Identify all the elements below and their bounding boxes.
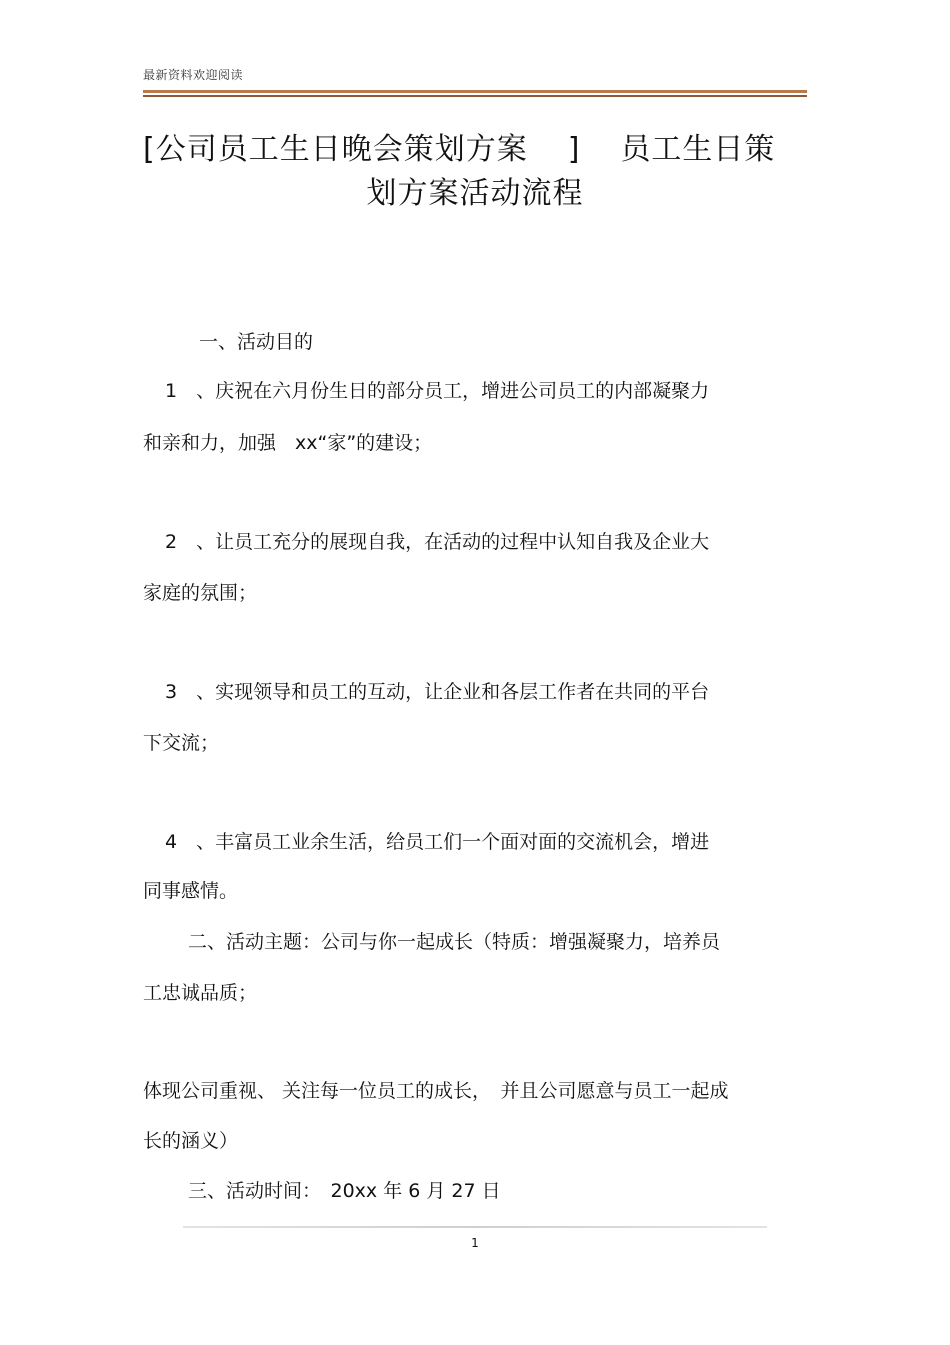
paragraph-4-line-2: 同事感情。 <box>143 880 239 902</box>
paragraph-4-line-1: 4 、丰富员工业余生活，给员工们一个面对面的交流机会，增进 <box>165 831 710 853</box>
footer-rule <box>183 1226 767 1228</box>
page-number: 1 <box>471 1236 479 1250</box>
title-line-1 <box>143 128 807 172</box>
paragraph-2-line-2: 家庭的氛围； <box>143 582 258 604</box>
paragraph-2-line-1: 2 、让员工充分的展现自我，在活动的过程中认知自我及企业大 <box>165 531 710 553</box>
paragraph-1-line-1: 1 、庆祝在六月份生日的部分员工，增进公司员工的内部凝聚力 <box>165 380 710 402</box>
section-3-line-1: 三、活动时间： 20xx 年 6 月 27 日 <box>188 1180 501 1202</box>
header-text: 最新资料欢迎阅读 <box>143 68 244 82</box>
title-part-a: [公司员工生日晚会策划方案 <box>143 132 528 167</box>
section-1-heading: 一、活动目的 <box>199 331 314 353</box>
paragraph-3-line-1: 3 、实现领导和员工的互动，让企业和各层工作者在共同的平台 <box>165 681 710 703</box>
section-2-line-2: 工忠诚品质； <box>143 982 258 1004</box>
paragraph-1-line-2: 和亲和力，加强 xx“家”的建设； <box>143 432 433 454</box>
header-rule-top <box>143 90 807 93</box>
title-line-2: 划方案活动流程 <box>366 176 584 211</box>
section-2-line-1: 二、活动主题：公司与你一起成长（特质：增强凝聚力，培养员 <box>188 931 721 953</box>
section-2b-line-2: 长的涵义） <box>143 1130 239 1152</box>
paragraph-3-line-2: 下交流； <box>143 732 220 754</box>
title-part-b: ] <box>567 132 581 167</box>
title-part-c: 员工生日策 <box>620 132 776 167</box>
header-rule-bottom <box>143 95 807 97</box>
section-2b-line-1: 体现公司重视、 关注每一位员工的成长， 并且公司愿意与员工一起成 <box>143 1080 729 1102</box>
